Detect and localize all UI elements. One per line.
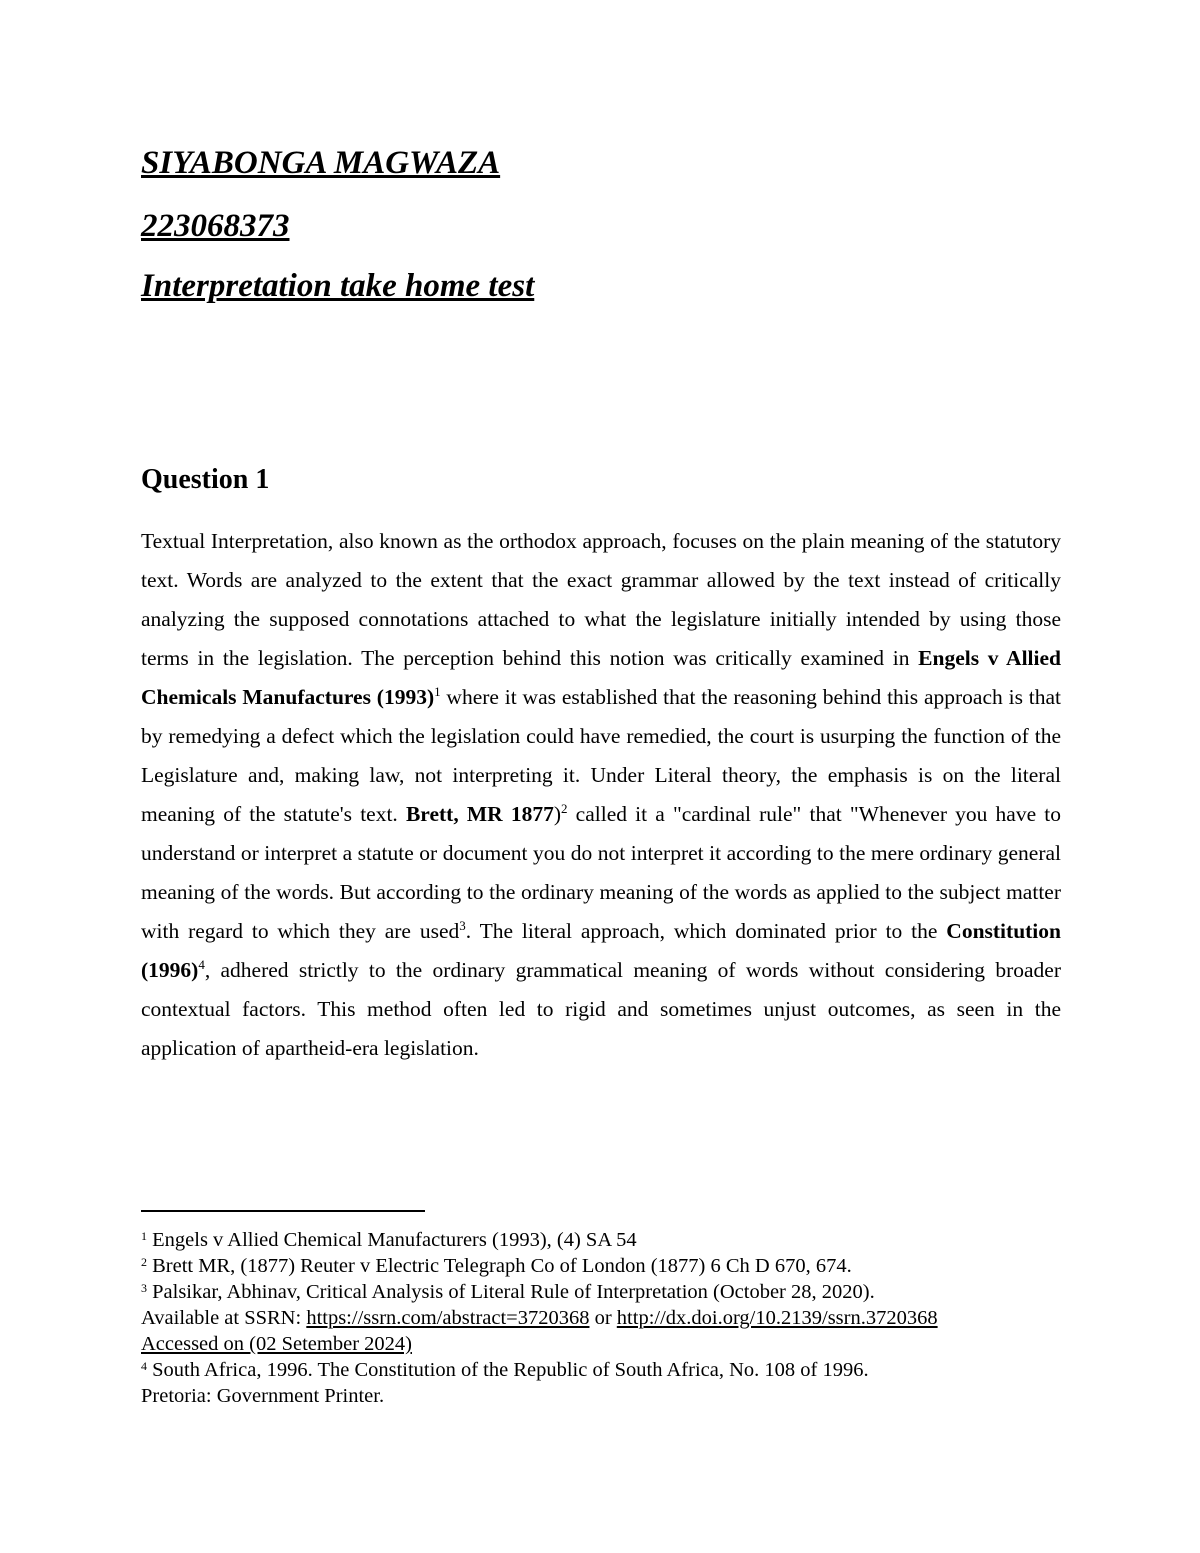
footnote-text: Available at SSRN: <box>141 1307 307 1329</box>
student-number: 223068373 <box>141 208 290 244</box>
footnote-4 <box>141 1357 1071 1383</box>
footnote-separator <box>141 1210 425 1212</box>
footnote-ref-1[interactable]: 1 <box>434 684 441 699</box>
footnote-text: Pretoria: Government Printer. <box>141 1385 385 1407</box>
footnote-text: Engels v Allied Chemical Manufacturers (1993), (4) SA 54 <box>147 1229 637 1251</box>
footnote-text: South Africa, 1996. The Constitution of the Republic of South Africa, No. 108 of 1996. <box>147 1359 869 1381</box>
footnote-1 <box>141 1227 1071 1253</box>
body-text-segment: , adhered strictly to the ordinary grammatical meaning of words without considering broader contextual factors. This method often led to rigid and sometimes unjust outcomes, as seen in the application of apartheid-era legislation. <box>141 958 1061 1060</box>
ssrn-link[interactable]: https://ssrn.com/abstract=3720368 <box>306 1307 590 1329</box>
footnote-mark: 2 <box>141 1255 147 1269</box>
footnote-mark: 1 <box>141 1229 147 1243</box>
case-citation-engels: Engels v Allied Chemicals Manufactures (1993) <box>141 646 1062 709</box>
body-text-segment: called it a "cardinal rule" that "Whenever you have to understand or interpret a statute or document you do not interpret it according to the mere ordinary general meaning of the words. But according to the ordinary meaning of the words as applied to the subject matter with regard to which they are used <box>141 802 1062 943</box>
footnote-ref-2[interactable]: 2 <box>561 801 568 816</box>
question-heading: Question 1 <box>141 464 270 495</box>
doi-link[interactable]: http://dx.doi.org/10.2139/ssrn.3720368 <box>616 1307 938 1329</box>
footnote-4-continued <box>141 1383 1071 1409</box>
question-body-paragraph <box>141 522 1061 1068</box>
footnote-text: or <box>589 1307 617 1329</box>
body-text-segment: where it was established that the reasoning behind this approach is that by remedying a defect which the legislation could have remedied, the court is usurping the function of the Legislature and, making law, not interpreting it. Under Literal theory, the emphasis is on the literal meaning of the statute's text. <box>141 685 1061 826</box>
accessed-date: Accessed on (02 Setember 2024) <box>141 1333 412 1355</box>
footnote-mark: 3 <box>141 1281 147 1295</box>
test-title: Interpretation take home test <box>141 268 535 304</box>
author-name: SIYABONGA MAGWAZA <box>141 145 501 181</box>
case-citation-constitution: Constitution (1996) <box>141 919 1061 982</box>
footnote-mark: 4 <box>141 1359 147 1373</box>
footnote-text: Brett MR, (1877) Reuter v Electric Telegraph Co of London (1877) 6 Ch D 670, 674. <box>147 1255 852 1277</box>
footnotes-section <box>141 1227 1071 1409</box>
body-text-segment: . The literal approach, which dominated prior to the <box>465 919 947 943</box>
body-text-segment: ) <box>553 802 562 826</box>
case-citation-brett: Brett, MR 1877 <box>405 802 554 826</box>
footnote-ref-3[interactable]: 3 <box>459 918 466 933</box>
footnote-3-continued <box>141 1305 1071 1331</box>
footnote-2 <box>141 1253 1071 1279</box>
body-text-segment: Textual Interpretation, also known as the orthodox approach, focuses on the plain meaning of the statutory text. Words are analyzed to the extent that the exact grammar allowed by the text instead of critically analyzing the supposed connotations attached to what the legislature initially intended by using those terms in the legislation. The perception behind this notion was critically examined in <box>141 529 1061 670</box>
footnote-ref-4[interactable]: 4 <box>198 957 205 972</box>
footnote-3-accessed <box>141 1331 1071 1357</box>
footnote-text: Palsikar, Abhinav, Critical Analysis of Literal Rule of Interpretation (October 28, 2020). <box>147 1281 875 1303</box>
footnote-3 <box>141 1279 1071 1305</box>
